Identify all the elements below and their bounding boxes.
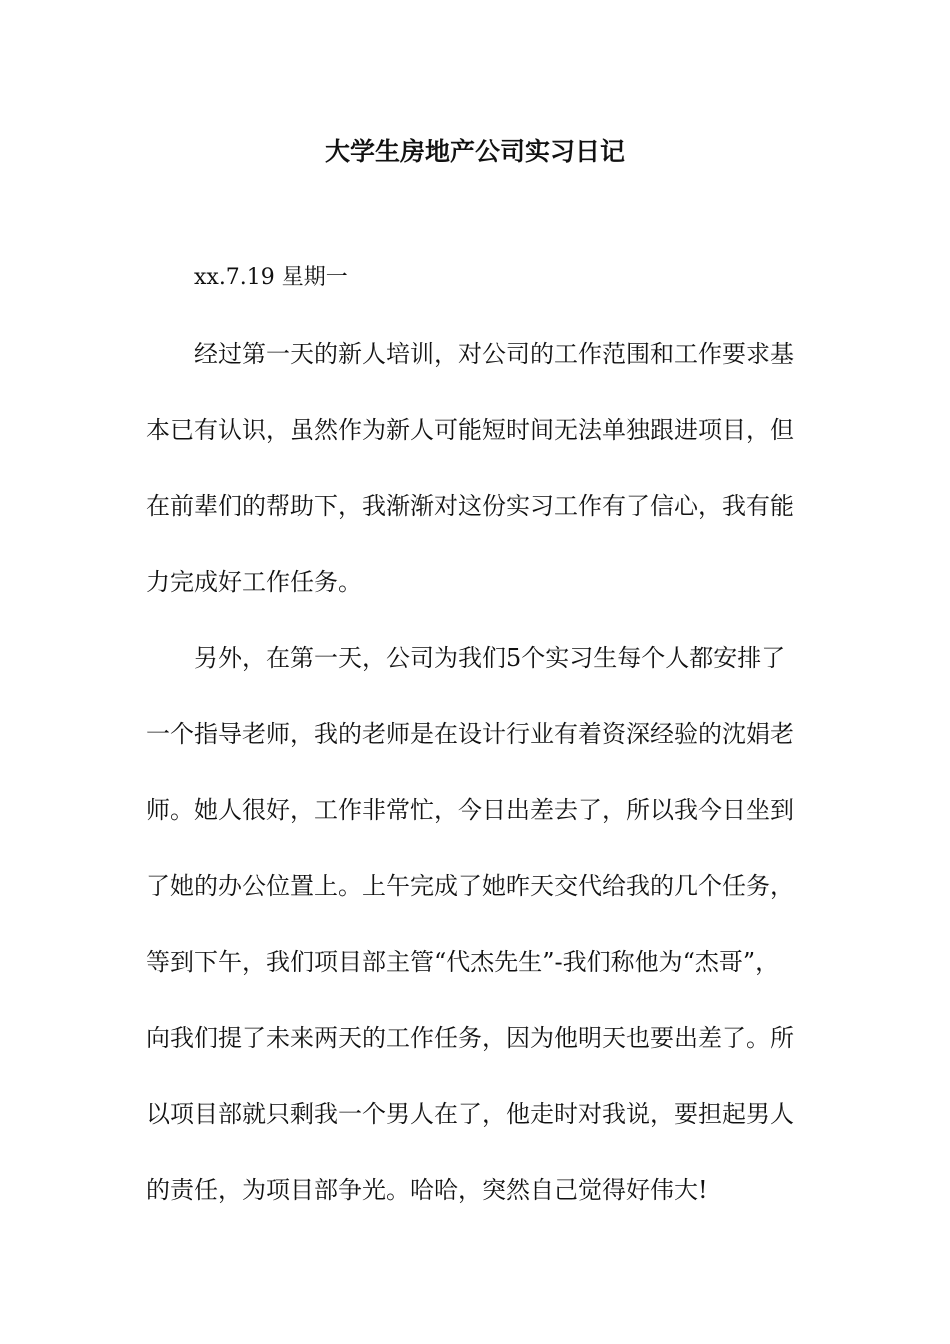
- paragraph-line: 本已有认识，虽然作为新人可能短时间无法单独跟进项目，但: [146, 416, 794, 444]
- paragraph-line: 经过第一天的新人培训，对公司的工作范围和工作要求基: [194, 340, 794, 368]
- paragraph-line: 一个指导老师，我的老师是在设计行业有着资深经验的沈娟老: [146, 720, 794, 748]
- paragraph-line: 等到下午，我们项目部主管“代杰先生”-我们称他为“杰哥”，: [146, 948, 780, 976]
- paragraph-line: 的责任，为项目部争光。哈哈，突然自己觉得好伟大!: [146, 1176, 708, 1204]
- diary-date: xx.7.19 星期一: [194, 265, 348, 290]
- paragraph-line: 以项目部就只剩我一个男人在了，他走时对我说，要担起男人: [146, 1100, 794, 1128]
- paragraph-line: 了她的办公位置上。上午完成了她昨天交代给我的几个任务，: [146, 872, 794, 900]
- paragraph-line: 在前辈们的帮助下，我渐渐对这份实习工作有了信心，我有能: [146, 492, 794, 520]
- paragraph-line: 力完成好工作任务。: [146, 568, 362, 596]
- document-title: 大学生房地产公司实习日记: [324, 137, 625, 166]
- paragraph-line: 师。她人很好，工作非常忙，今日出差去了，所以我今日坐到: [146, 796, 794, 824]
- paragraph-line: 另外，在第一天，公司为我们5个实习生每个人都安排了: [194, 644, 786, 672]
- document-body: [146, 259, 826, 1247]
- paragraph-line: 向我们提了未来两天的工作任务，因为他明天也要出差了。所: [146, 1024, 794, 1052]
